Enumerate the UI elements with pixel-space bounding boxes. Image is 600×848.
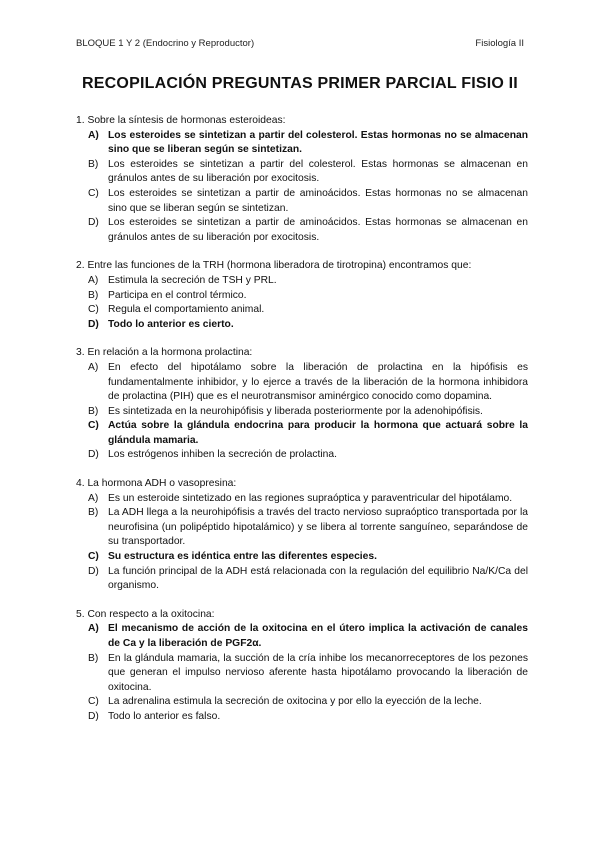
option-b bbox=[76, 506, 528, 550]
option-c bbox=[76, 303, 528, 318]
option-b bbox=[76, 652, 528, 696]
option-a bbox=[76, 622, 528, 651]
question-3 bbox=[76, 346, 528, 463]
question-list bbox=[76, 114, 528, 739]
option-d bbox=[76, 565, 528, 594]
option-letter: C) bbox=[88, 551, 99, 563]
option-letter: D) bbox=[88, 449, 99, 461]
option-text: Regula el comportamiento animal. bbox=[108, 304, 265, 316]
option-text: Es sintetizada en la neurohipófisis y liberada posteriormente por la adenohipófisis. bbox=[108, 405, 483, 417]
option-letter: B) bbox=[88, 652, 99, 664]
option-text: Los esteroides se sintetizan a partir del colesterol. Estas hormonas no se almacenan sino que se liberan según se sintetizan. bbox=[108, 129, 528, 156]
option-text: Todo lo anterior es falso. bbox=[108, 710, 221, 722]
option-list bbox=[76, 492, 528, 594]
option-text: La ADH llega a la neurohipófisis a través del tracto nervioso supraóptico transportada por la neurofisina (un polipéptido hipotalámico) y se libera al torrente sanguíneo, separándose de su transportador. bbox=[108, 507, 528, 548]
document-title: RECOPILACIÓN PREGUNTAS PRIMER PARCIAL FISIO II bbox=[82, 75, 518, 92]
option-list bbox=[76, 622, 528, 724]
option-text: Su estructura es idéntica entre las diferentes especies. bbox=[108, 551, 377, 563]
option-text: La función principal de la ADH está relacionada con la regulación del equilibrio Na/K/Ca del organismo. bbox=[108, 565, 528, 592]
option-letter: B) bbox=[88, 507, 99, 519]
option-list bbox=[76, 274, 528, 332]
option-list bbox=[76, 129, 528, 246]
option-letter: A) bbox=[88, 274, 99, 286]
option-b bbox=[76, 289, 528, 304]
running-header bbox=[76, 38, 524, 49]
question-1 bbox=[76, 114, 528, 245]
option-letter: C) bbox=[88, 696, 99, 708]
option-letter: A) bbox=[88, 129, 99, 141]
option-text: En la glándula mamaria, la succión de la cría inhibe los mecanorreceptores de los pezones que generan el impulso nervioso aferente hasta hipotálamo provocando la liberación de oxitocina. bbox=[108, 652, 528, 693]
option-letter: A) bbox=[88, 361, 99, 373]
option-letter: B) bbox=[88, 289, 99, 301]
option-text: Los esteroides se sintetizan a partir del colesterol. Estas hormonas se almacenan en gránulos antes de su liberación por exocitosis. bbox=[108, 158, 528, 185]
question-4 bbox=[76, 477, 528, 594]
option-d bbox=[76, 448, 528, 463]
option-letter: C) bbox=[88, 187, 99, 199]
option-c bbox=[76, 695, 528, 710]
question-2 bbox=[76, 259, 528, 332]
option-text: Los estrógenos inhiben la secreción de prolactina. bbox=[108, 449, 337, 461]
option-b bbox=[76, 158, 528, 187]
header-left: BLOQUE 1 Y 2 (Endocrino y Reproductor) bbox=[76, 38, 255, 49]
option-text: El mecanismo de acción de la oxitocina en el útero implica la activación de canales de Ca y la liberación de PGF2α. bbox=[108, 623, 528, 649]
question-text: 3. En relación a la hormona prolactina: bbox=[76, 347, 253, 359]
option-d bbox=[76, 216, 528, 245]
option-c bbox=[76, 187, 528, 216]
option-d bbox=[76, 318, 528, 333]
option-c bbox=[76, 419, 528, 448]
option-text: La adrenalina estimula la secreción de oxitocina y por ello la eyección de la leche. bbox=[108, 696, 482, 708]
option-b bbox=[76, 405, 528, 420]
option-a bbox=[76, 361, 528, 405]
option-letter: A) bbox=[88, 492, 99, 504]
option-letter: A) bbox=[88, 623, 99, 635]
option-letter: D) bbox=[88, 565, 99, 577]
option-letter: D) bbox=[88, 710, 99, 722]
header-right: Fisiología II bbox=[475, 38, 524, 49]
option-a bbox=[76, 492, 528, 507]
option-letter: C) bbox=[88, 420, 99, 432]
option-text: Los esteroides se sintetizan a partir de aminoácidos. Estas hormonas no se almacenan sino que se liberan según se sintetizan. bbox=[108, 187, 528, 214]
option-text: Participa en el control térmico. bbox=[108, 289, 247, 301]
option-letter: B) bbox=[88, 405, 99, 417]
option-letter: B) bbox=[88, 158, 99, 170]
option-text: En efecto del hipotálamo sobre la liberación de prolactina en la hipófisis es fundamentalmente inhibidor, y lo ejerce a través de la liberación de la hormona inhibidora de prolactina (PIH) que es el neurotransmisor aminérgico conocido como dopamina. bbox=[108, 361, 528, 403]
option-a bbox=[76, 274, 528, 289]
question-text: 4. La hormona ADH o vasopresina: bbox=[76, 478, 237, 490]
option-text: Estimula la secreción de TSH y PRL. bbox=[108, 274, 277, 286]
option-letter: D) bbox=[88, 318, 99, 330]
option-list bbox=[76, 361, 528, 463]
question-text: 1. Sobre la síntesis de hormonas esteroideas: bbox=[76, 115, 286, 126]
option-d bbox=[76, 710, 528, 725]
option-text: Actúa sobre la glándula endocrina para producir la hormona que actuará sobre la glándula mamaria. bbox=[108, 420, 528, 446]
option-a bbox=[76, 129, 528, 158]
option-letter: C) bbox=[88, 304, 99, 316]
question-text: 5. Con respecto a la oxitocina: bbox=[76, 608, 215, 620]
option-text: Es un esteroide sintetizado en las regiones supraóptica y paraventricular del hipotálamo. bbox=[108, 492, 513, 504]
option-c bbox=[76, 550, 528, 565]
option-text: Los esteroides se sintetizan a partir de aminoácidos. Estas hormonas se almacenan en gránulos antes de su liberación por exocitosis. bbox=[108, 217, 528, 243]
option-letter: D) bbox=[88, 217, 99, 229]
option-text: Todo lo anterior es cierto. bbox=[108, 318, 234, 330]
question-text: 2. Entre las funciones de la TRH (hormona liberadora de tirotropina) encontramos que: bbox=[76, 260, 472, 272]
question-5 bbox=[76, 608, 528, 725]
